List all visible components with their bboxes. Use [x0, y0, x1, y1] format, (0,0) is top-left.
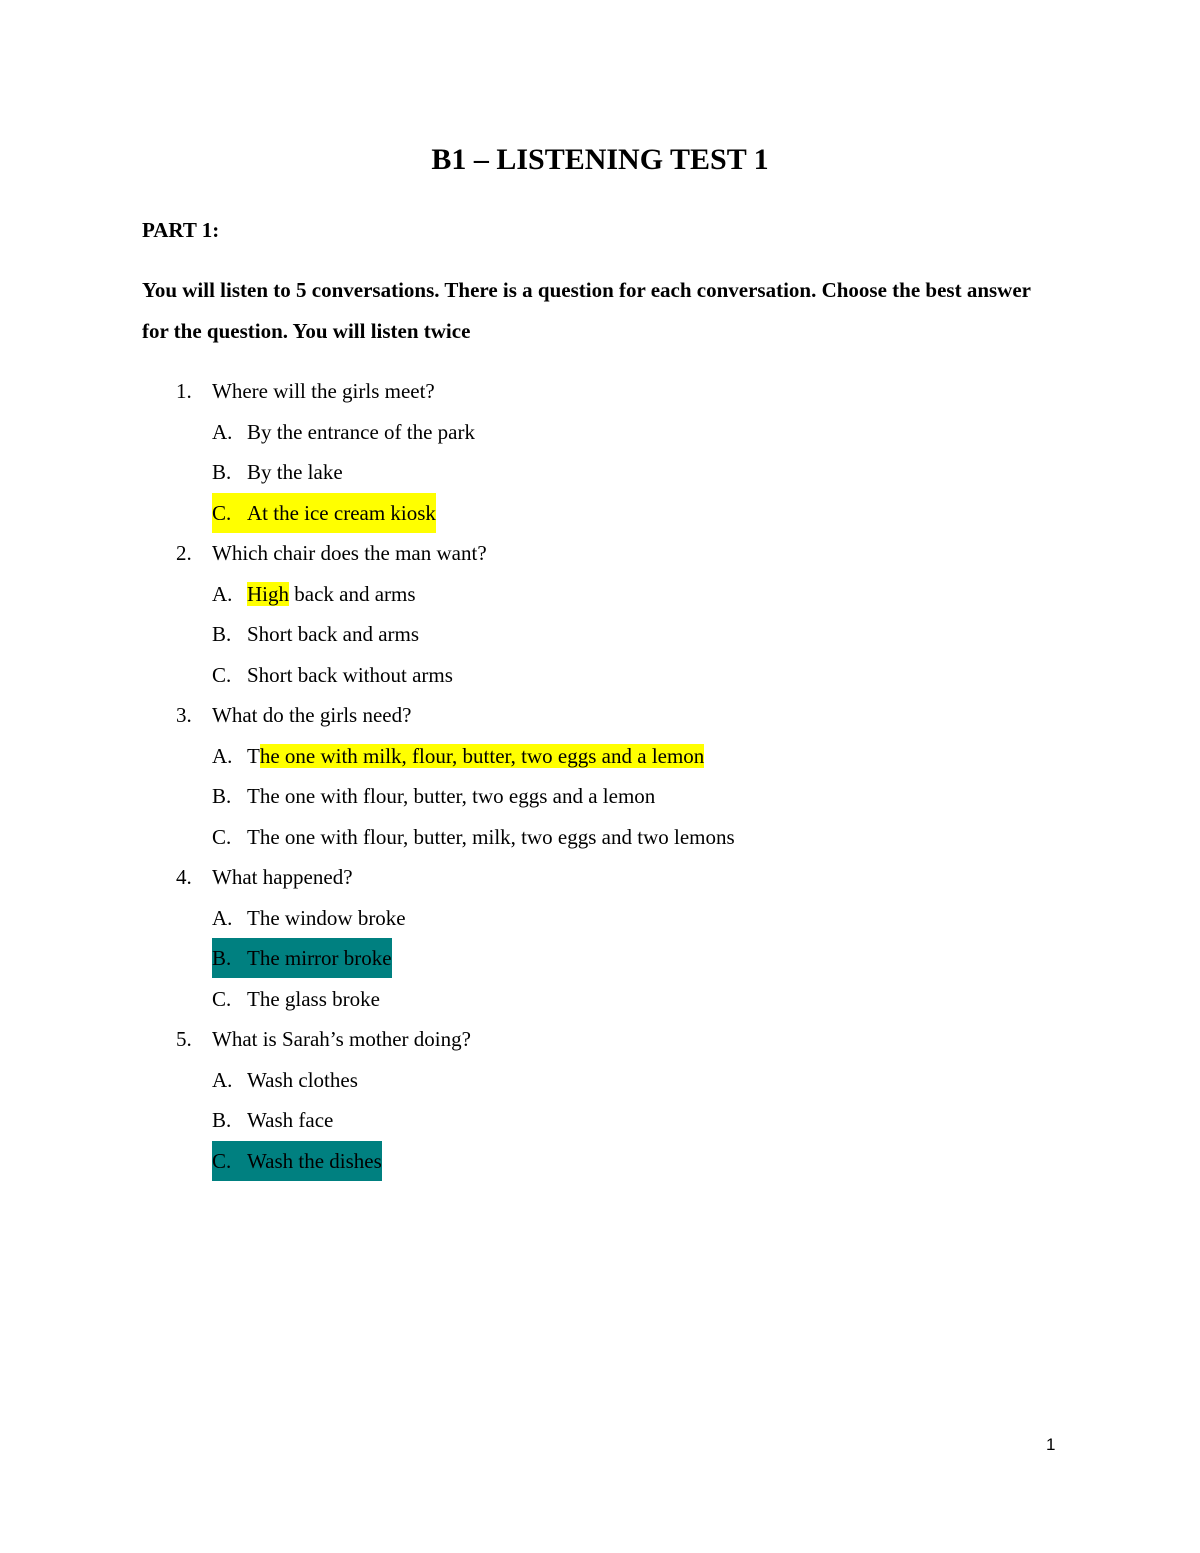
option-text: The window broke — [247, 905, 406, 930]
option-text: Wash the dishes — [247, 1148, 382, 1173]
question-2 — [0, 533, 1200, 574]
question-2-option-b — [0, 614, 1200, 655]
option-letter: A. — [212, 1067, 233, 1092]
question-number: 4. — [176, 865, 192, 889]
option-letter: C. — [212, 662, 232, 687]
question-text: Which chair does the man want? — [212, 541, 487, 565]
part-heading: PART 1: — [142, 218, 220, 242]
option-text: T — [247, 743, 260, 768]
option-letter: C. — [212, 986, 232, 1011]
question-5-option-a — [0, 1060, 1200, 1101]
option-text: Short back without arms — [247, 662, 453, 687]
option-text: Wash face — [247, 1108, 334, 1132]
option-text: The one with flour, butter, milk, two eggs and two lemons — [247, 824, 735, 849]
option-text: The glass broke — [247, 986, 380, 1011]
highlighted-answer: he one with milk, flour, butter, two eggs and a lemon — [259, 743, 705, 768]
option-letter: C. — [212, 1148, 232, 1173]
question-5 — [0, 1019, 1200, 1060]
question-number: 1. — [176, 379, 192, 403]
question-text: What do the girls need? — [212, 703, 412, 727]
question-3 — [0, 695, 1200, 736]
page-title: B1 – LISTENING TEST 1 — [431, 143, 769, 176]
question-text: What is Sarah’s mother doing? — [212, 1027, 471, 1051]
question-list — [0, 371, 1200, 1181]
option-letter: B. — [212, 622, 232, 646]
option-letter: C. — [212, 824, 232, 849]
question-3-option-a — [0, 736, 1200, 777]
question-3-option-b — [0, 776, 1200, 817]
question-number: 3. — [176, 703, 192, 727]
instructions-text: You will listen to 5 conversations. There is a question for each conversation. Choose the best answer for the question. You will listen twice — [142, 278, 1031, 343]
option-letter: B. — [212, 1108, 232, 1132]
option-letter: B. — [212, 460, 232, 484]
question-text: Where will the girls meet? — [212, 379, 435, 403]
option-letter: A. — [212, 743, 233, 768]
question-4-option-b — [0, 938, 1200, 979]
option-letter: A. — [212, 905, 233, 930]
highlighted-answer — [212, 938, 392, 978]
option-text: By the entrance of the park — [247, 419, 475, 444]
option-text: The one with flour, butter, two eggs and a lemon — [247, 784, 656, 808]
option-letter: A. — [212, 419, 233, 444]
option-letter: B. — [212, 784, 232, 808]
question-1-option-c — [0, 493, 1200, 534]
question-4-option-c — [0, 979, 1200, 1020]
highlighted-answer — [212, 1141, 382, 1181]
question-5-option-b — [0, 1100, 1200, 1141]
page-number: 1 — [1046, 1435, 1056, 1454]
option-text: Wash clothes — [247, 1067, 358, 1092]
highlighted-word: High — [247, 581, 289, 606]
question-text: What happened? — [212, 865, 353, 889]
question-5-option-c — [0, 1141, 1200, 1182]
option-text: At the ice cream kiosk — [247, 500, 436, 525]
question-number: 5. — [176, 1027, 192, 1051]
highlighted-answer — [212, 493, 436, 533]
question-4 — [0, 857, 1200, 898]
option-text: Short back and arms — [247, 622, 420, 646]
option-text: By the lake — [247, 460, 343, 484]
option-letter: B. — [212, 946, 232, 970]
question-number: 2. — [176, 541, 192, 565]
question-1-option-a — [0, 412, 1200, 453]
question-2-option-a — [0, 574, 1200, 615]
question-1-option-b — [0, 452, 1200, 493]
option-text: The mirror broke — [247, 946, 392, 970]
option-letter: A. — [212, 581, 233, 606]
question-4-option-a — [0, 898, 1200, 939]
question-1 — [0, 371, 1200, 412]
question-2-option-c — [0, 655, 1200, 696]
option-text: back and arms — [289, 581, 416, 606]
question-3-option-c — [0, 817, 1200, 858]
option-letter: C. — [212, 500, 232, 525]
